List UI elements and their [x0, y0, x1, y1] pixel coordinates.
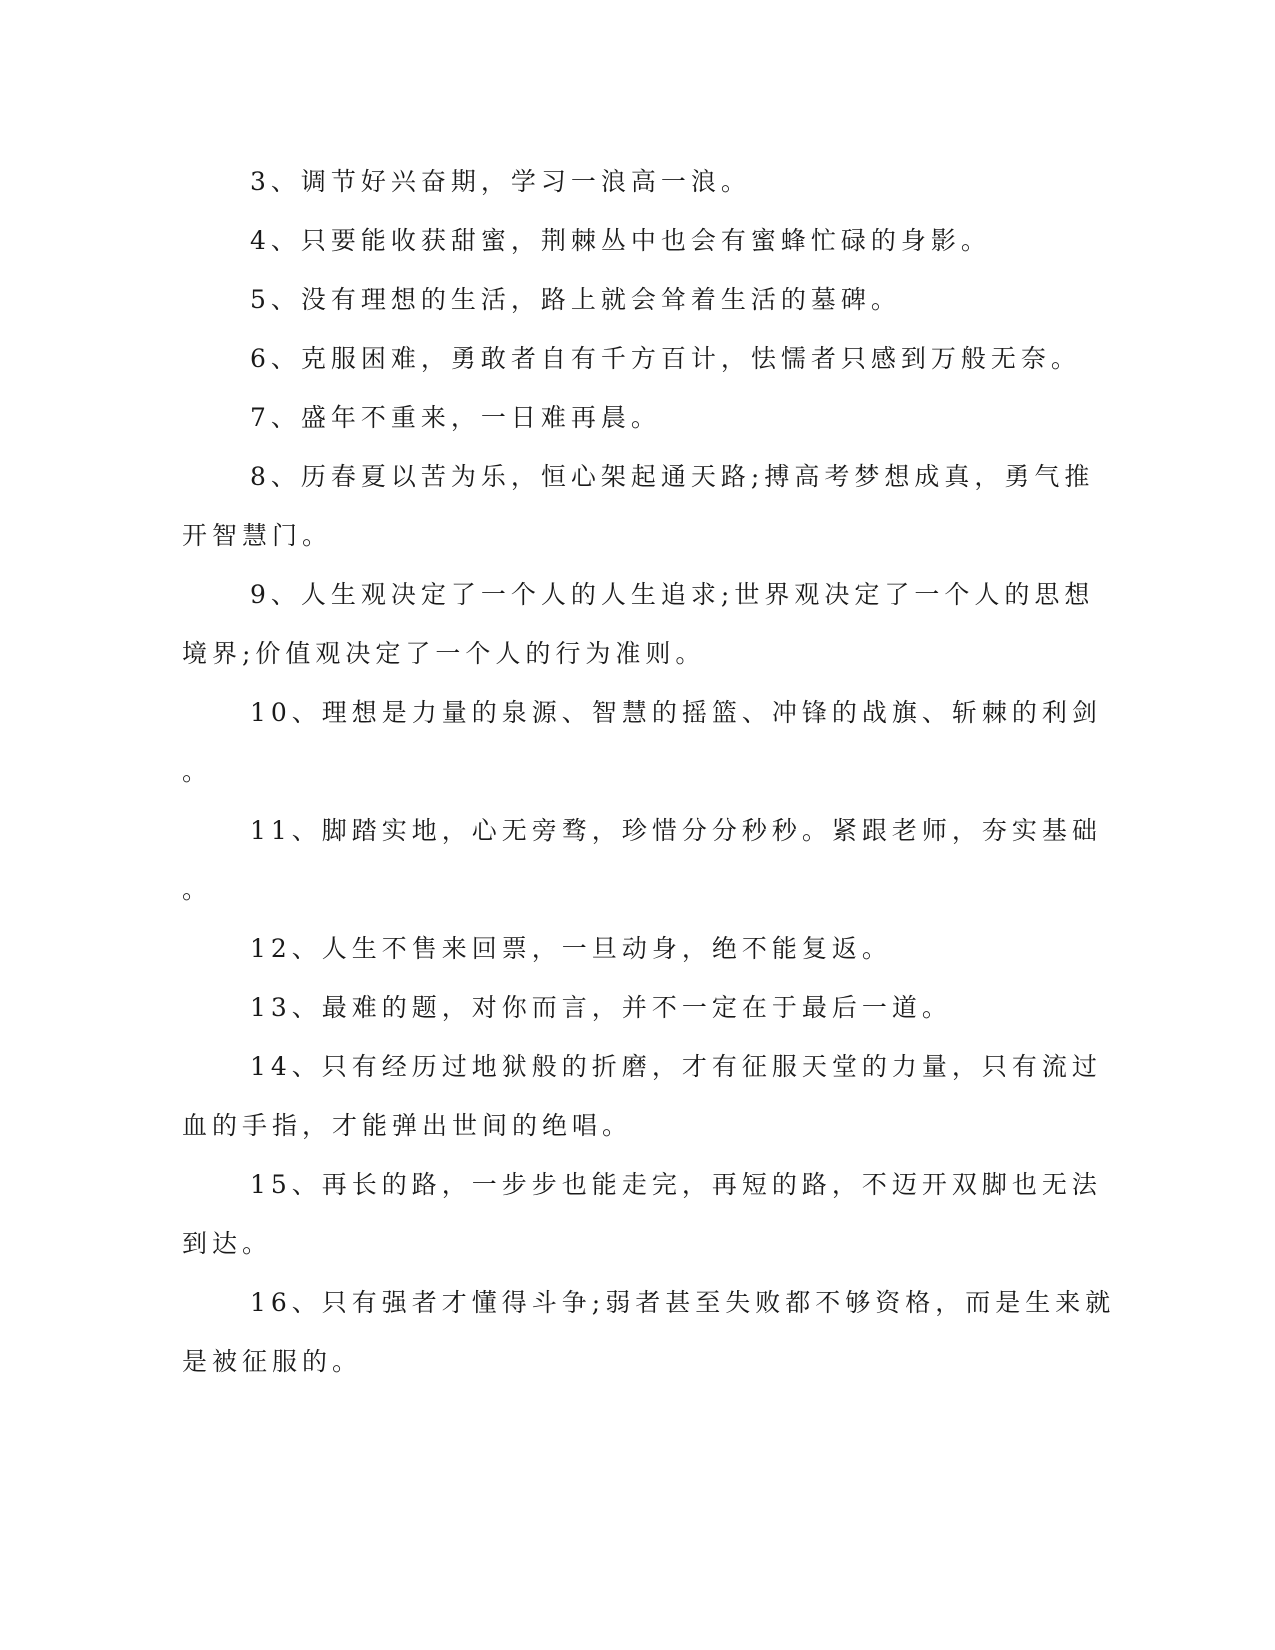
text-line-item-16-cont: 是被征服的。	[182, 1347, 363, 1376]
text-line-item-4: 4、只要能收获甜蜜，荆棘丛中也会有蜜蜂忙碌的身影。	[250, 226, 991, 255]
text-line-item-12: 12、人生不售来回票，一旦动身，绝不能复返。	[250, 934, 892, 963]
text-line-item-14: 14、只有经历过地狱般的折磨，才有征服天堂的力量，只有流过	[250, 1052, 1102, 1081]
text-line-item-9: 9、人生观决定了一个人的人生追求;世界观决定了一个人的思想	[250, 580, 1095, 609]
text-line-item-15: 15、再长的路，一步步也能走完，再短的路，不迈开双脚也无法	[250, 1170, 1102, 1199]
text-line-item-11-cont: 。	[182, 875, 213, 904]
text-line-item-3: 3、调节好兴奋期，学习一浪高一浪。	[250, 167, 751, 196]
text-line-item-9-cont: 境界;价值观决定了一个人的行为准则。	[182, 639, 706, 668]
text-line-item-15-cont: 到达。	[182, 1229, 273, 1258]
text-line-item-14-cont: 血的手指，才能弹出世间的绝唱。	[182, 1111, 633, 1140]
text-line-item-8-cont: 开智慧门。	[182, 521, 333, 550]
text-line-item-6: 6、克服困难，勇敢者自有千方百计，怯懦者只感到万般无奈。	[250, 344, 1081, 373]
text-line-item-11: 11、脚踏实地，心无旁骛，珍惜分分秒秒。紧跟老师，夯实基础	[250, 816, 1102, 845]
text-line-item-10: 10、理想是力量的泉源、智慧的摇篮、冲锋的战旗、斩棘的利剑	[250, 698, 1102, 727]
text-line-item-13: 13、最难的题，对你而言，并不一定在于最后一道。	[250, 993, 952, 1022]
text-line-item-10-cont: 。	[182, 757, 213, 786]
text-line-item-8: 8、历春夏以苦为乐，恒心架起通天路;搏高考梦想成真，勇气推	[250, 462, 1095, 491]
text-line-item-5: 5、没有理想的生活，路上就会耸着生活的墓碑。	[250, 285, 901, 314]
text-line-item-7: 7、盛年不重来，一日难再晨。	[250, 403, 661, 432]
text-line-item-16: 16、只有强者才懂得斗争;弱者甚至失败都不够资格，而是生来就	[250, 1288, 1116, 1317]
